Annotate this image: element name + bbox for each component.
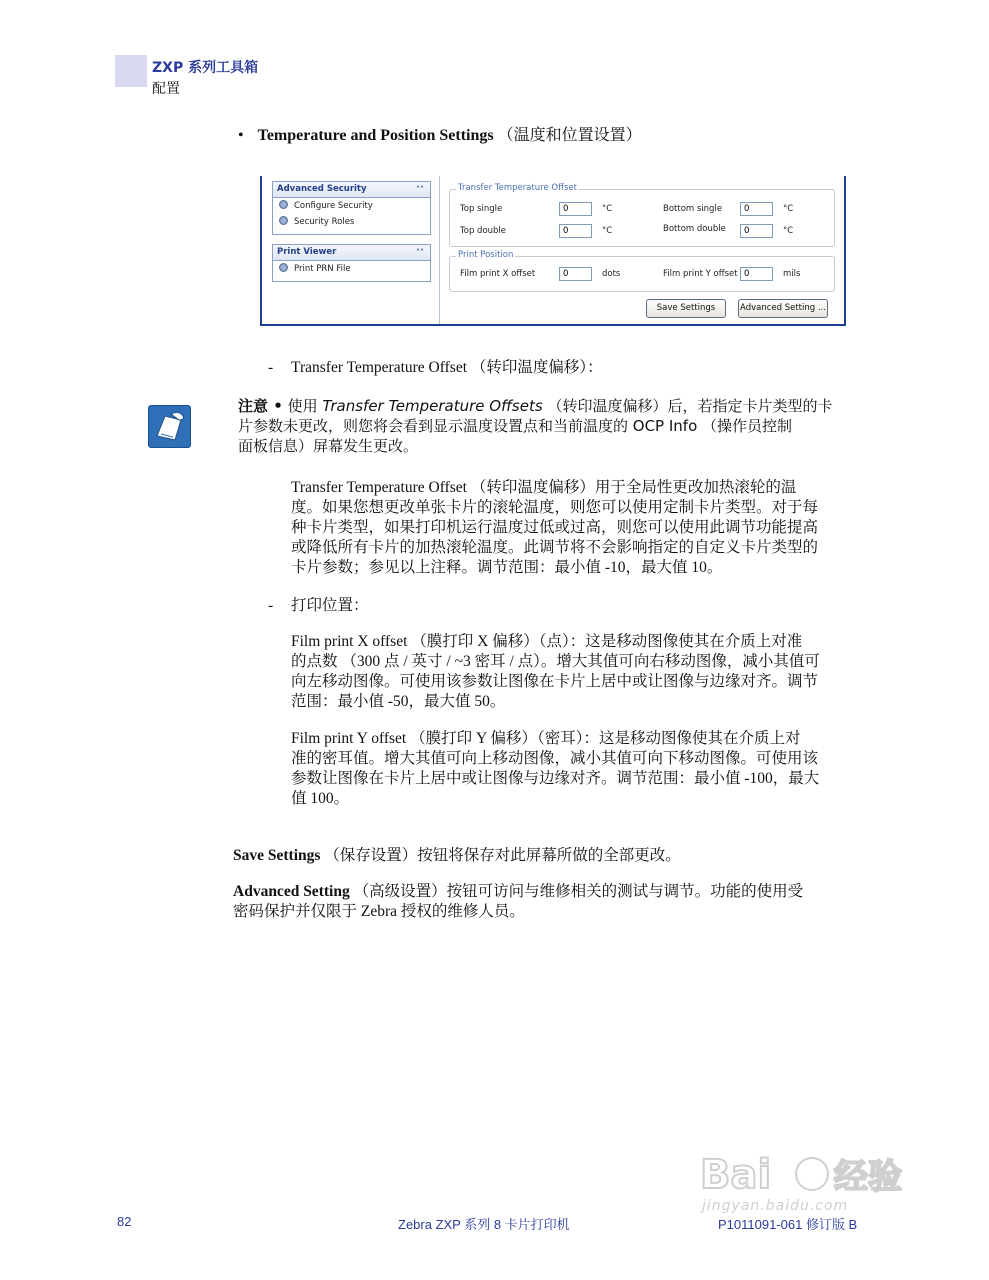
paragraph-line: Transfer Temperature Offset （转印温度偏移）用于全局性更改加热滚轮的温 bbox=[291, 479, 797, 496]
group-title: Transfer Temperature Offset bbox=[458, 183, 577, 193]
item-label: Configure Security bbox=[294, 201, 373, 211]
print-viewer-header[interactable] bbox=[273, 245, 430, 261]
unit-label: mils bbox=[783, 269, 801, 279]
configure-security-item[interactable] bbox=[273, 198, 430, 214]
unit-label: °C bbox=[602, 226, 613, 236]
save-settings-paragraph bbox=[233, 846, 681, 866]
top-single-label: Top single bbox=[460, 204, 503, 214]
item-label: Print PRN File bbox=[294, 264, 351, 274]
transfer-temperature-group bbox=[449, 183, 835, 247]
footer-page-number: 82 bbox=[117, 1214, 132, 1229]
note-line-3: 面板信息）屏幕发生更改。 bbox=[238, 437, 419, 455]
paragraph-line: 或降低所有卡片的加热滚轮温度。此调节将不会影响指定的自定义卡片类型的 bbox=[291, 539, 819, 556]
paragraph-line: 向左移动图像。可使用该参数让图像在卡片上居中或让图像与边缘对齐。调节 bbox=[291, 673, 819, 690]
paragraph-line: 范围：最小值 -50，最大值 50。 bbox=[291, 693, 506, 710]
term-bold: Save Settings bbox=[233, 847, 321, 864]
note-hand-icon bbox=[148, 405, 191, 448]
advanced-setting-button[interactable]: Advanced Setting ... bbox=[738, 299, 828, 318]
dash-item-transfer bbox=[268, 358, 603, 378]
unit-label: °C bbox=[783, 226, 794, 236]
print-prn-file-item[interactable] bbox=[273, 261, 430, 277]
paragraph-line: 卡片参数；参见以上注释。调节范围：最小值 -10，最大值 10。 bbox=[291, 559, 723, 576]
film-x-offset-label: Film print X offset bbox=[460, 269, 536, 279]
bottom-single-label: Bottom single bbox=[663, 204, 723, 214]
note-italic-text: Transfer Temperature Offsets bbox=[322, 397, 543, 415]
watermark-brand: Bai bbox=[700, 1152, 772, 1198]
paragraph-text: （保存设置）按钮将保存对此屏幕所做的全部更改。 bbox=[320, 847, 681, 864]
collapse-chevron-icon[interactable]: ˄˄ bbox=[416, 185, 424, 194]
dash-item-print-position bbox=[268, 596, 369, 616]
security-roles-item[interactable] bbox=[273, 214, 430, 230]
collapse-chevron-icon[interactable]: ˄˄ bbox=[416, 248, 424, 257]
panel-title: Advanced Security bbox=[277, 184, 367, 194]
note-text: 使用 bbox=[282, 397, 323, 415]
note-line-2: 片参数未更改，则您将会看到显示温度设置点和当前温度的 OCP Info （操作员控制 bbox=[238, 417, 793, 435]
film-y-offset-input[interactable]: 0 bbox=[740, 267, 773, 281]
top-double-label: Top double bbox=[460, 226, 507, 236]
divider bbox=[439, 176, 440, 324]
settings-screenshot bbox=[260, 176, 846, 326]
film-x-offset-input[interactable]: 0 bbox=[559, 267, 592, 281]
dash-item-text: Transfer Temperature Offset （转印温度偏移）： bbox=[291, 359, 603, 376]
watermark-suffix: 经验 bbox=[834, 1157, 902, 1197]
panel-title: Print Viewer bbox=[277, 247, 337, 257]
dash-marker: - bbox=[268, 359, 274, 376]
item-label: Security Roles bbox=[294, 217, 355, 227]
paragraph-line: 值 100。 bbox=[291, 790, 350, 807]
film-y-paragraph bbox=[291, 729, 819, 809]
paragraph-line: 的点数 （300 点 / 英寸 / ~3 密耳 / 点）。增大其值可向右移动图像，减小其值可 bbox=[291, 653, 820, 670]
bottom-double-input[interactable]: 0 bbox=[740, 224, 773, 238]
advanced-setting-paragraph bbox=[233, 882, 803, 922]
bullet-title: Temperature and Position Settings bbox=[257, 127, 494, 144]
top-double-input[interactable]: 0 bbox=[559, 224, 592, 238]
paragraph-line: 密码保护并仅限于 Zebra 授权的维修人员。 bbox=[233, 903, 525, 920]
paragraph-text: （高级设置）按钮可访问与维修相关的测试与调节。功能的使用受 bbox=[349, 883, 804, 900]
watermark-url: jingyan.baidu.com bbox=[702, 1198, 849, 1214]
note-line-1 bbox=[238, 396, 888, 416]
film-x-paragraph bbox=[291, 632, 820, 712]
print-position-group bbox=[449, 250, 835, 292]
footer-center: Zebra ZXP 系列 8 卡片打印机 bbox=[398, 1217, 570, 1232]
radio-bullet-icon bbox=[279, 263, 288, 272]
radio-bullet-icon bbox=[279, 216, 288, 225]
advanced-security-header[interactable] bbox=[273, 182, 430, 198]
paragraph-line: 准的密耳值。增大其值可向上移动图像，减小其值可向下移动图像。可使用该 bbox=[291, 750, 819, 767]
unit-label: °C bbox=[783, 204, 794, 214]
transfer-paragraph bbox=[291, 478, 818, 578]
print-viewer-panel bbox=[272, 244, 431, 282]
note-text: （转印温度偏移）后，若指定卡片类型的卡 bbox=[542, 397, 833, 415]
top-single-input[interactable]: 0 bbox=[559, 202, 592, 216]
paragraph-line: Film print X offset （膜打印 X 偏移）（点）：这是移动图像使其在介质上对准 bbox=[291, 633, 803, 650]
paragraph-line: Film print Y offset （膜打印 Y 偏移）（密耳）：这是移动图像使其在介质上对 bbox=[291, 730, 801, 747]
header-subtitle: 配置 bbox=[152, 81, 180, 97]
film-y-offset-label: Film print Y offset bbox=[663, 269, 738, 279]
term-bold: Advanced Setting bbox=[233, 883, 350, 900]
paragraph-line: 度。如果您想更改单张卡片的滚轮温度，则您可以使用定制卡片类型。对于每 bbox=[291, 499, 819, 516]
note-label: 注意 • bbox=[238, 397, 283, 415]
paragraph-line: 种卡片类型，如果打印机运行温度过低或过高，则您可以使用此调节功能提高 bbox=[291, 519, 819, 536]
header-color-block bbox=[115, 55, 147, 87]
save-settings-button[interactable]: Save Settings bbox=[646, 299, 726, 318]
bullet-icon: • bbox=[238, 127, 244, 144]
unit-label: °C bbox=[602, 204, 613, 214]
paw-icon bbox=[796, 1158, 828, 1190]
radio-bullet-icon bbox=[279, 200, 288, 209]
bullet-note: （温度和位置设置） bbox=[497, 127, 642, 144]
advanced-security-panel bbox=[272, 181, 431, 235]
note-block bbox=[238, 396, 888, 456]
bullet-heading bbox=[238, 126, 642, 146]
header-title: ZXP 系列工具箱 bbox=[152, 60, 259, 76]
dash-item-text: 打印位置： bbox=[291, 597, 369, 614]
dash-marker: - bbox=[268, 597, 274, 614]
bottom-double-label: Bottom double bbox=[663, 224, 726, 234]
group-title: Print Position bbox=[458, 250, 514, 260]
bottom-single-input[interactable]: 0 bbox=[740, 202, 773, 216]
paragraph-line bbox=[233, 882, 803, 902]
footer-right: P1011091-061 修订版 B bbox=[718, 1217, 858, 1232]
paragraph-line: 参数让图像在卡片上居中或让图像与边缘对齐。调节范围：最小值 -100，最大 bbox=[291, 770, 820, 787]
unit-label: dots bbox=[602, 269, 621, 279]
